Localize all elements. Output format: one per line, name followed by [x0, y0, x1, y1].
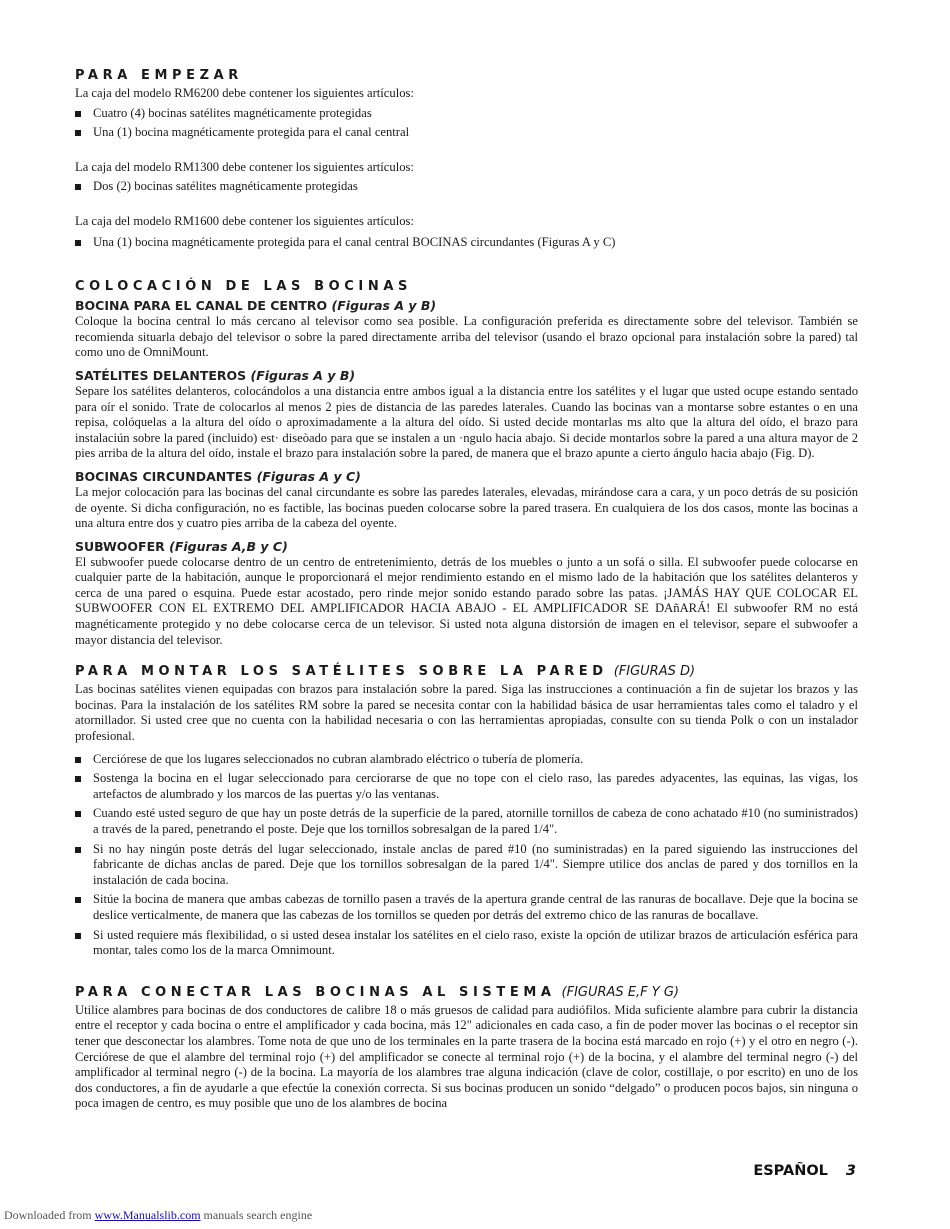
section-start [75, 66, 858, 250]
language-label: ESPAÑOL [753, 1163, 828, 1179]
rm1600-intro: La caja del modelo RM1600 debe contener los siguientes artículos: [75, 213, 414, 228]
paragraph: Coloque la bocina central lo más cercano al televisor como sea posible. La configuración preferida es directamente sobre del televisor. También se recomienda situarla debajo del televisor o sobre la pared directamente arriba del televisor (usando el brazo opcional para instalación sobre la pared) tal como uno de OmniMount. [75, 314, 858, 360]
list-item: Si usted requiere más flexibilidad, o si usted desea instalar los satélites en el cielo raso, existe la opción de utilizar brazos de articulación esférica para montar, tales como los de la marca Omnimount. [75, 928, 858, 959]
list-item: Sitúe la bocina de manera que ambas cabezas de tornillo pasen a través de la apertura grande central de las ranuras de bocallave. Deje que la bocina se deslice verticalmente, de manera que las cabezas de los tornillos se queden por detrás del extremo chico de las ranuras de bocallave. [75, 892, 858, 923]
bullet-icon [75, 130, 81, 136]
manualslib-link[interactable]: www.Manualslib.com [94, 1208, 201, 1222]
paragraph: Separe los satélites delanteros, colocándolos a una distancia entre ambos igual a la distancia entre los satélites y el lugar que usted ocupe estando sentado para oír el sonido. Trate de colocarlos al menos 2 pies de distancia de las paredes laterales. Cuando las bocinas van a montarse sobre estantes o en una repisa, colóquelas a la altura del oído o aproximadamente a la altura del oído. Si usted decide montarlas ms alto que la altura del oído, el brazo para instalaciún sobre la pared (incluido) est· diseòado para que se instalen a un ·ngulo hacia abajo. Si decide montarlos sobre la pared a una altura mayor de 2 pies arriba de la altura del oído, instale el brazo para instalación sobre la pared, de manera que el brazo apunte a cierto ángulo hacia abajo (Fig. D). [75, 383, 858, 461]
bullet-icon [75, 776, 81, 782]
rm1300-list [75, 179, 858, 195]
list-item: Sostenga la bocina en el lugar seleccionado para cerciorarse de que no tope con el cielo raso, las paredes adyacentes, las equinas, las vigas, los artefactos de alumbrado y los marcos de las puertas y/o las ventanas. [75, 771, 858, 802]
section-mounting [75, 662, 858, 959]
bullet-icon [75, 240, 81, 246]
paragraph: Las bocinas satélites vienen equipadas con brazos para instalación sobre la pared. Siga las instrucciones a continuación a fin de sujetar los brazos y las bocinas. Para la instalación de los satélites RM sobre la pared se necesita contar con la habilidad básica de usar herramientas tales como el taladro y el atornillador. Si usted cree que no cuenta con la habilidad necesaria o con las herramientas apropiadas, consulte con su tienda Polk o con un instalador profesional. [75, 682, 858, 744]
section-title: PARA EMPEZAR [75, 68, 243, 83]
subsection-heading: SUBWOOFER (Figuras A,B y C) [75, 538, 288, 554]
section-connecting [75, 983, 858, 1112]
document-page [75, 66, 858, 1112]
paragraph: El subwoofer puede colocarse dentro de un centro de entretenimiento, detrás de los muebles o junto a un sofá o silla. El subwoofer puede colocarse en cualquier parte de la habitación, aunque le proporcionará el mejor rendimiento estando en el mismo lado de la habitación que los satélites delanteros y cerca de una pared o esquina. Puede estar acostado, pero rinde mejor sonido estando parado sobre las patas. ¡JAMÁS HAY QUE COLOCAR EL SUBWOOFER CON EL EXTREMO DEL AMPLIFICADOR HACIA ABAJO - EL AMPLIFICADOR SE DAñARÁ! El subwoofer RM no está magnéticamente protegido y no debe colocarse cerca de un televisor. Si usted nota alguna distorsión de imagen en el televisor, separe el subwoofer a mayor distancia del televisor. [75, 554, 858, 647]
list-item: Una (1) bocina magnéticamente protegida para el canal central [75, 125, 858, 141]
center-speaker-block [75, 297, 858, 361]
list-item: Cuando esté usted seguro de que hay un poste detrás de la superficie de la pared, atornille tornillos de cabeza de cono achatado #10 (no suministrados) a través de la pared, penetrando el poste. Deje que los tornillos sobresalgan de la pared 1/4". [75, 806, 858, 837]
section-title: PARA MONTAR LOS SATÉLITES SOBRE LA PARED (FIGURAS D) [75, 664, 696, 680]
page-footer [753, 1163, 856, 1179]
list-item: Cerciórese de que los lugares seleccionados no cubran alambrado eléctrico o tubería de plomería. [75, 752, 858, 768]
subsection-heading: SATÉLITES DELANTEROS (Figuras A y B) [75, 367, 356, 383]
mounting-steps [75, 752, 858, 959]
subsection-heading: BOCINA PARA EL CANAL DE CENTRO (Figuras A y B) [75, 298, 437, 314]
bullet-icon [75, 933, 81, 939]
subwoofer-block [75, 538, 858, 649]
front-satellites-block [75, 367, 858, 462]
subsection-heading: BOCINAS CIRCUNDANTES (Figuras A y C) [75, 468, 361, 484]
bullet-icon [75, 847, 81, 853]
list-item: Si no hay ningún poste detrás del lugar seleccionado, instale anclas de pared #10 (no suministradas) en la pared siguiendo las instrucciones del fabricante de dichas anclas de pared. Deje que los tornillos sobresalgan de la pared 1/4". Siempre utilice dos anclas de pared y dos tornillos en la instalación de cada bocina. [75, 842, 858, 889]
section-placement [75, 277, 858, 648]
section-title: PARA CONECTAR LAS BOCINAS AL SISTEMA (FIGURAS E,F Y G) [75, 984, 679, 1000]
list-item: Cuatro (4) bocinas satélites magnéticamente protegidas [75, 106, 858, 122]
paragraph: Utilice alambres para bocinas de dos conductores de calibre 18 o más gruesos de calidad para audiófilos. Mida suficiente alambre para cubrir la distancia entre el receptor y cada bocina o entre el amplificador y cada bocina, más 12" adicionales en cada caso, a fin de poder mover las bocinas o el receptor sin tener que desconectar los alambres. Tome nota de que uno de los terminales en la parte trasera de la bocina está marcado en rojo (+) y el otro en negro (-). Cerciórese de que el alambre del terminal rojo (+) del amplificador se conecte al terminal rojo (+) de la bocina, y el alambre del terminal negro (-) del amplificador al terminal negro (-) de la bocina. La mayoría de los alambres trae alguna indicación (clave de color, costillaje, o por escrito) en uno de los dos conductores, a fin de ayudarle a que efectúe la conexión correcta. Si sus bocinas producen un sonido “delgado” o producen pocos bajos, sin ninguna o poca imagen de centro, es muy posible que uno de los alambres de bocina [75, 1002, 858, 1111]
rm1600-list [75, 235, 858, 251]
paragraph: La mejor colocación para las bocinas del canal circundante es sobre las paredes laterales, elevadas, mirándose cara a cara, y un poco detrás de su posición de oyente. Si dicha configuración, no es factible, las bocinas pueden colocarse sobre la pared trasera. En cualquiera de los dos casos, monte las bocinas a una altura entre dos y cuatro pies arriba de la cabeza del oyente. [75, 484, 858, 531]
bullet-icon [75, 757, 81, 763]
download-notice: Downloaded from www.Manualslib.com manuals search engine [4, 1208, 313, 1222]
surround-speakers-block [75, 468, 858, 532]
rm1300-intro: La caja del modelo RM1300 debe contener los siguientes artículos: [75, 159, 414, 174]
list-item: Dos (2) bocinas satélites magnéticamente protegidas [75, 179, 858, 195]
list-item: Una (1) bocina magnéticamente protegida para el canal central BOCINAS circundantes (Figuras A y C) [75, 235, 858, 251]
rm6200-intro: La caja del modelo RM6200 debe contener los siguientes artículos: [75, 86, 414, 100]
rm6200-list [75, 106, 858, 141]
bullet-icon [75, 811, 81, 817]
page-number: 3 [845, 1163, 856, 1179]
bullet-icon [75, 897, 81, 903]
bullet-icon [75, 111, 81, 117]
section-title: COLOCACIÓN DE LAS BOCINAS [75, 279, 412, 295]
bullet-icon [75, 184, 81, 190]
